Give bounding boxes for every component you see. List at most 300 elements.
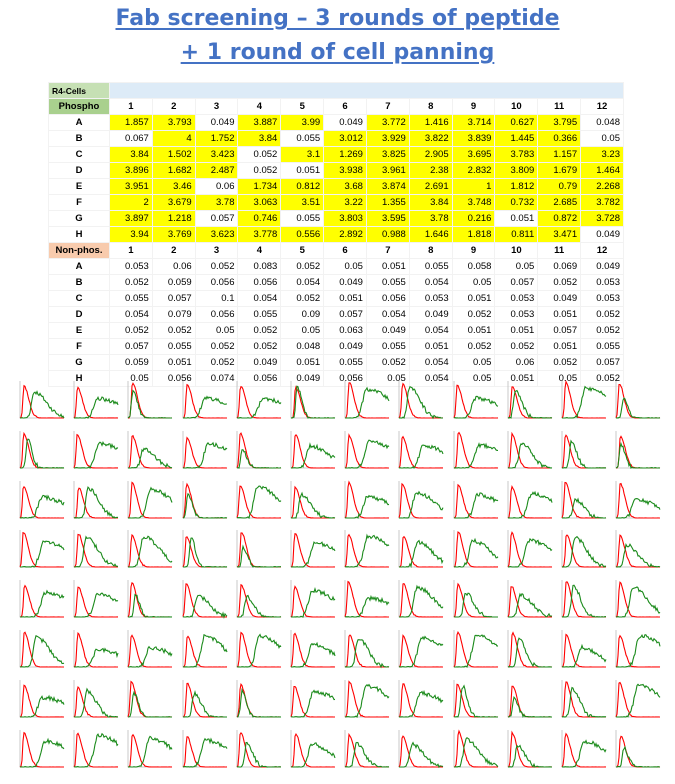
value-cell: 3.839 [452, 131, 495, 147]
histogram-axes [508, 381, 552, 418]
value-cell: 0.054 [238, 291, 281, 307]
value-cell: 1.646 [409, 227, 452, 243]
sample-histogram-curve [345, 388, 389, 418]
histogram-plot [177, 378, 229, 422]
value-cell: 0.055 [324, 355, 367, 371]
flow-histogram [68, 428, 120, 472]
value-cell: 3.84 [110, 147, 153, 163]
value-cell: 0.049 [324, 339, 367, 355]
value-cell: 3.809 [495, 163, 538, 179]
value-cell: 1.679 [538, 163, 581, 179]
flow-histogram [339, 378, 391, 422]
sample-histogram-curve [616, 398, 660, 418]
nonphos-label: Non-phos. [49, 243, 110, 259]
flow-histogram [502, 677, 554, 721]
flow-histogram [177, 577, 229, 621]
flow-histogram [610, 677, 662, 721]
value-cell: 0.053 [110, 259, 153, 275]
value-cell: 0.052 [581, 371, 624, 387]
histogram-plot [122, 727, 174, 771]
control-histogram-curve [291, 435, 335, 468]
value-cell: 0.052 [238, 323, 281, 339]
histogram-plot [68, 478, 120, 522]
value-cell: 0.059 [110, 355, 153, 371]
value-cell: 0.055 [110, 291, 153, 307]
value-cell: 3.012 [324, 131, 367, 147]
value-cell: 0.054 [110, 307, 153, 323]
histogram-axes [508, 481, 552, 518]
flow-histogram [231, 677, 283, 721]
value-cell: 3.874 [366, 179, 409, 195]
sample-histogram-curve [508, 492, 552, 518]
flow-histogram [610, 478, 662, 522]
value-cell: 0.06 [195, 179, 238, 195]
flow-histogram [14, 428, 66, 472]
flow-histogram [285, 677, 337, 721]
value-cell: 0.056 [195, 307, 238, 323]
histogram-plot [448, 428, 500, 472]
flow-histogram [556, 677, 608, 721]
histogram-axes [454, 481, 498, 518]
value-cell: 0.083 [238, 259, 281, 275]
value-cell: 3.822 [409, 131, 452, 147]
sample-histogram-curve [508, 638, 552, 667]
sample-histogram-curve [237, 450, 281, 468]
value-cell: 3.471 [538, 227, 581, 243]
value-cell: 2.905 [409, 147, 452, 163]
control-histogram-curve [345, 681, 389, 716]
flow-histogram [14, 727, 66, 771]
value-cell: 3.897 [110, 211, 153, 227]
flow-histogram [556, 627, 608, 671]
sample-histogram-curve [616, 498, 660, 517]
histogram-plot [285, 527, 337, 571]
control-histogram-curve [20, 386, 64, 418]
value-cell: 0.05 [581, 131, 624, 147]
value-cell: 0.052 [238, 339, 281, 355]
control-histogram-curve [454, 731, 498, 767]
flow-histogram [285, 577, 337, 621]
histogram-plot [14, 727, 66, 771]
flow-histogram [68, 527, 120, 571]
sample-histogram-curve [20, 495, 64, 518]
value-cell: 0.051 [281, 355, 324, 371]
column-header: 9 [452, 243, 495, 259]
histogram-plot [448, 378, 500, 422]
flow-histogram [610, 428, 662, 472]
histogram-plot [339, 478, 391, 522]
value-cell: 0.052 [452, 339, 495, 355]
value-cell: 0.055 [366, 339, 409, 355]
sample-histogram-curve [20, 541, 64, 567]
sample-histogram-curve [291, 543, 335, 568]
histogram-plot [393, 478, 445, 522]
flow-histogram [556, 378, 608, 422]
histogram-plot [68, 577, 120, 621]
histogram-plot [14, 428, 66, 472]
column-header: 12 [581, 243, 624, 259]
phospho-row [49, 115, 624, 131]
value-cell: 0.052 [538, 275, 581, 291]
flow-histogram [393, 727, 445, 771]
phospho-row [49, 131, 624, 147]
histogram-plot [556, 727, 608, 771]
value-cell: 3.1 [281, 147, 324, 163]
sample-histogram-curve [128, 487, 172, 517]
value-cell: 0.054 [281, 275, 324, 291]
flow-histogram [14, 577, 66, 621]
value-cell: 0.051 [452, 291, 495, 307]
sample-histogram-curve [562, 646, 606, 668]
histogram-axes [128, 680, 172, 717]
column-header: 6 [324, 99, 367, 115]
sample-histogram-curve [128, 448, 172, 468]
value-cell: 0.811 [495, 227, 538, 243]
histogram-axes [291, 580, 335, 617]
value-cell: 0.048 [281, 339, 324, 355]
sample-histogram-curve [20, 636, 64, 667]
histogram-plot [393, 378, 445, 422]
flow-histogram [502, 577, 554, 621]
value-cell: 0.054 [409, 275, 452, 291]
control-histogram-curve [616, 682, 660, 717]
value-cell: 3.772 [366, 115, 409, 131]
value-cell: 0.055 [581, 339, 624, 355]
histogram-plot [68, 627, 120, 671]
row-label: D [49, 307, 110, 323]
value-cell: 2.691 [409, 179, 452, 195]
histogram-axes [508, 530, 552, 567]
control-histogram-curve [454, 632, 498, 667]
control-histogram-curve [562, 382, 606, 418]
sample-label: R4-Cells [49, 83, 110, 99]
column-header: 8 [409, 243, 452, 259]
value-cell: 3.951 [110, 179, 153, 195]
histogram-plot [68, 727, 120, 771]
value-cell: 0.05 [538, 371, 581, 387]
histogram-plot [177, 478, 229, 522]
histogram-plot [122, 577, 174, 621]
flow-histogram [122, 527, 174, 571]
sample-histogram-curve [454, 540, 498, 568]
control-histogram-curve [454, 532, 498, 567]
row-label: H [49, 371, 110, 387]
flow-histogram [502, 627, 554, 671]
flow-histogram [502, 428, 554, 472]
sample-histogram-curve [454, 444, 498, 468]
flow-histogram [339, 627, 391, 671]
flow-histogram [448, 478, 500, 522]
histogram-axes [291, 630, 335, 667]
histogram-plot [14, 478, 66, 522]
row-label: E [49, 323, 110, 339]
value-cell: 0.056 [324, 371, 367, 387]
sample-histogram-curve [183, 692, 227, 717]
nonphos-row [49, 323, 624, 339]
column-header: 8 [409, 99, 452, 115]
value-cell: 0.057 [110, 339, 153, 355]
histogram-plot [177, 577, 229, 621]
value-cell: 3.938 [324, 163, 367, 179]
control-histogram-curve [128, 734, 172, 766]
sample-histogram-curve [128, 692, 172, 717]
sample-histogram-curve [345, 742, 389, 767]
histogram-axes [128, 530, 172, 567]
histogram-plot [231, 478, 283, 522]
flow-histogram [610, 727, 662, 771]
value-cell: 0.055 [238, 307, 281, 323]
control-histogram-curve [345, 435, 389, 468]
value-cell: 0.052 [110, 275, 153, 291]
column-header: 5 [281, 243, 324, 259]
value-cell: 0.057 [581, 355, 624, 371]
histogram-plot [231, 627, 283, 671]
flow-histogram [177, 527, 229, 571]
control-histogram-curve [183, 636, 227, 667]
control-histogram-curve [454, 584, 498, 617]
histogram-plot [339, 677, 391, 721]
histogram-plot [122, 627, 174, 671]
column-header: 10 [495, 243, 538, 259]
value-cell: 3.063 [238, 195, 281, 211]
flow-histogram [448, 577, 500, 621]
flow-histogram [393, 478, 445, 522]
value-cell: 0.051 [152, 355, 195, 371]
histogram-plot [339, 527, 391, 571]
histogram-axes [20, 481, 64, 518]
value-cell: 0.049 [281, 371, 324, 387]
value-cell: 0.05 [495, 259, 538, 275]
histogram-axes [454, 381, 498, 418]
column-header: 3 [195, 99, 238, 115]
value-cell: 0.055 [281, 131, 324, 147]
flow-histogram [393, 378, 445, 422]
value-cell: 1.218 [152, 211, 195, 227]
value-cell: 3.929 [366, 131, 409, 147]
histogram-axes [74, 481, 118, 518]
histogram-plot [14, 577, 66, 621]
value-cell: 0.055 [281, 211, 324, 227]
sample-histogram-curve [345, 640, 389, 667]
sample-histogram-curve [562, 537, 606, 567]
value-cell: 3.51 [281, 195, 324, 211]
value-cell: 0.057 [495, 275, 538, 291]
flow-histogram [14, 478, 66, 522]
histogram-plot [556, 428, 608, 472]
sample-histogram-curve [345, 684, 389, 716]
flow-histogram [231, 478, 283, 522]
flow-histogram [556, 727, 608, 771]
value-cell: 0.055 [152, 339, 195, 355]
histogram-plot [610, 378, 662, 422]
sample-histogram-curve [74, 733, 118, 766]
sample-histogram-curve [20, 696, 64, 717]
histogram-plot [556, 677, 608, 721]
histogram-plot [68, 527, 120, 571]
value-cell: 3.793 [152, 115, 195, 131]
flow-histogram [448, 677, 500, 721]
value-cell: 0.051 [366, 259, 409, 275]
column-header: 4 [238, 99, 281, 115]
value-cell: 3.782 [581, 195, 624, 211]
value-cell: 2.268 [581, 179, 624, 195]
row-label: D [49, 163, 110, 179]
histogram-plot [556, 577, 608, 621]
value-cell: 1.812 [495, 179, 538, 195]
control-histogram-curve [345, 535, 389, 567]
phospho-row [49, 179, 624, 195]
histogram-plot [610, 627, 662, 671]
histogram-plot [122, 378, 174, 422]
value-cell: 0.049 [409, 307, 452, 323]
sample-histogram-curve [454, 593, 498, 617]
control-histogram-curve [183, 484, 227, 518]
histogram-plot [14, 627, 66, 671]
histogram-axes [237, 680, 281, 717]
value-cell: 0.051 [409, 339, 452, 355]
value-cell: 0.049 [195, 115, 238, 131]
value-cell: 0.812 [281, 179, 324, 195]
value-cell: 3.68 [324, 179, 367, 195]
sample-histogram-curve [345, 440, 389, 468]
control-histogram-curve [562, 635, 606, 668]
sample-histogram-curve [562, 740, 606, 766]
control-histogram-curve [291, 534, 335, 567]
value-cell: 0.052 [195, 355, 238, 371]
control-histogram-curve [74, 587, 118, 617]
histogram-plot [393, 627, 445, 671]
control-histogram-curve [291, 387, 335, 418]
value-cell: 3.714 [452, 115, 495, 131]
histogram-plot [68, 677, 120, 721]
flow-histogram [285, 627, 337, 671]
sample-histogram-curve [237, 486, 281, 518]
column-header: 12 [581, 99, 624, 115]
histogram-plot [502, 727, 554, 771]
sample-histogram-curve [616, 747, 660, 767]
histogram-plot [448, 478, 500, 522]
flow-histogram [556, 527, 608, 571]
histogram-plot [122, 527, 174, 571]
nonphos-row [49, 259, 624, 275]
flow-histogram [285, 527, 337, 571]
histogram-axes [616, 630, 660, 667]
flow-histogram [556, 428, 608, 472]
histogram-plot [339, 627, 391, 671]
histogram-axes [20, 530, 64, 567]
histogram-plot [448, 677, 500, 721]
flow-histogram [122, 378, 174, 422]
value-cell: 3.94 [110, 227, 153, 243]
value-cell: 3.825 [366, 147, 409, 163]
flow-histogram [339, 478, 391, 522]
flow-histogram [393, 527, 445, 571]
histogram-plot [122, 478, 174, 522]
value-cell: 1.445 [495, 131, 538, 147]
value-cell: 3.748 [452, 195, 495, 211]
value-cell: 3.46 [152, 179, 195, 195]
value-cell: 4 [152, 131, 195, 147]
histogram-plot [610, 727, 662, 771]
value-cell: 0.057 [195, 211, 238, 227]
value-cell: 0.048 [581, 115, 624, 131]
value-cell: 0.049 [538, 291, 581, 307]
value-cell: 3.22 [324, 195, 367, 211]
sample-histogram-curve [74, 537, 118, 567]
value-cell: 0.052 [538, 355, 581, 371]
flow-histogram [339, 527, 391, 571]
histogram-axes [508, 580, 552, 617]
histogram-plot [231, 428, 283, 472]
control-histogram-curve [345, 635, 389, 667]
value-cell: 0.049 [581, 227, 624, 243]
histogram-plot [285, 727, 337, 771]
flow-histogram [448, 727, 500, 771]
histogram-axes [291, 680, 335, 717]
histogram-plot [610, 577, 662, 621]
column-header: 2 [152, 99, 195, 115]
histogram-plot [339, 378, 391, 422]
sample-histogram-curve [237, 596, 281, 618]
control-histogram-curve [616, 436, 660, 468]
flow-histogram [448, 527, 500, 571]
value-cell: 0.052 [195, 259, 238, 275]
flow-histogram [502, 727, 554, 771]
histogram-axes [74, 630, 118, 667]
control-histogram-curve [562, 435, 606, 468]
sample-histogram-curve [399, 541, 443, 567]
histogram-axes [74, 730, 118, 767]
histogram-axes [616, 381, 660, 418]
value-cell: 2 [110, 195, 153, 211]
value-cell: 3.887 [238, 115, 281, 131]
phospho-row [49, 163, 624, 179]
sample-histogram-curve [345, 495, 389, 517]
value-cell: 0.057 [152, 291, 195, 307]
row-label: B [49, 275, 110, 291]
histogram-plot [556, 527, 608, 571]
value-cell: 3.23 [581, 147, 624, 163]
histogram-plot [393, 677, 445, 721]
value-cell: 1.416 [409, 115, 452, 131]
value-cell: 0.05 [324, 259, 367, 275]
sample-histogram-curve [128, 595, 172, 617]
value-cell: 0.052 [152, 323, 195, 339]
flow-histogram [122, 727, 174, 771]
histogram-plot [502, 378, 554, 422]
flow-histogram [122, 627, 174, 671]
histogram-axes [562, 481, 606, 518]
value-cell: 1.734 [238, 179, 281, 195]
control-histogram-curve [183, 385, 227, 418]
sample-histogram-curve [291, 493, 335, 518]
sample-histogram-curve [616, 587, 660, 617]
column-header: 4 [238, 243, 281, 259]
histogram-plot [448, 527, 500, 571]
sample-histogram-curve [183, 595, 227, 617]
histogram-plot [68, 378, 120, 422]
sample-histogram-curve [74, 442, 118, 468]
value-cell: 0.051 [495, 323, 538, 339]
control-histogram-curve [237, 684, 281, 717]
flow-histogram [122, 428, 174, 472]
value-cell: 3.961 [366, 163, 409, 179]
control-histogram-curve [562, 482, 606, 518]
histogram-plot [177, 428, 229, 472]
control-histogram-curve [508, 633, 552, 667]
value-cell: 1.464 [581, 163, 624, 179]
sample-histogram-curve [74, 397, 118, 418]
